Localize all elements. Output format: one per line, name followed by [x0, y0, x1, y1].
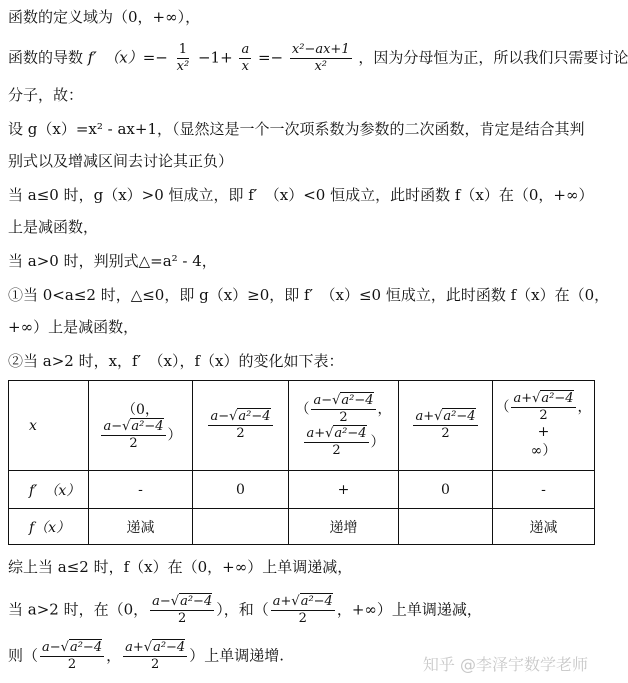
fraction: $\frac{\text{a+√a²−4}}{2}$: [513, 391, 574, 423]
derivative-line: [8, 42, 628, 75]
table-cell: [399, 509, 493, 545]
fraction: $\frac{\text{a−√a²−4}}{2}$: [103, 419, 164, 451]
text-line: 上是减函数，: [8, 218, 99, 236]
fraction: $\frac{\text{a+√a²−4}}{2}$: [415, 409, 476, 441]
table-row: [9, 509, 595, 545]
table-cell: [193, 509, 289, 545]
table-row: [9, 381, 595, 471]
fraction: $\frac{\text{x²−ax+1}}{\text{x²}}$: [291, 42, 350, 74]
text-line: +∞）上是减函数，: [8, 318, 139, 336]
table-cell: （ $\frac{\text{a+√a²−4}}{2}$ ，+ ∞）: [493, 381, 595, 471]
summary-line: 则（ $\frac{\text{a−√a²−4}}{2}$ ， $\frac{\text{a+√a²−4}}{2}$ ）上单调递增.: [8, 640, 284, 672]
math-segment: =−: [257, 48, 284, 67]
math-segment: f′ （x）=−: [87, 48, 168, 67]
text-line: 分子，故：: [8, 86, 84, 104]
table-row: [9, 471, 595, 509]
text-line: 别式以及增减区间去讨论其正负）: [8, 152, 234, 170]
table-cell: 0: [193, 471, 289, 509]
table-cell: 递减: [89, 509, 193, 545]
watermark: 知乎 @李泽宇数学老师: [422, 655, 588, 674]
summary-line: 当 a>2 时，在（0， $\frac{\text{a−√a²−4}}{2}$ ），和（ $\frac{\text{a+√a²−4}}{2}$ ，+∞）上单调递减，: [8, 594, 482, 626]
fraction: $\frac{a}{x}$: [241, 42, 250, 74]
text-line: 函数的定义域为（0，+∞），: [8, 8, 201, 26]
table-cell: 0: [399, 471, 493, 509]
table-cell: f′ （x）: [9, 471, 89, 509]
text-line: 当 a>0 时，判别式△=a² - 4，: [8, 252, 217, 270]
fraction: $\frac{\text{a−√a²−4}}{2}$: [210, 409, 271, 441]
table-cell: f（x）: [9, 509, 89, 545]
fraction: $\frac{1}{\text{x²}}$: [176, 42, 190, 74]
text-line: ①当 0<a≤2 时，△≤0，即 g（x）≥0，即 f′ （x）≤0 恒成立，此时函数 f（x）在（0，: [8, 286, 610, 304]
summary-line: 综上当 a≤2 时，f（x）在（0，+∞）上单调递减，: [8, 558, 353, 576]
fraction: $\frac{\text{a+√a²−4}}{2}$: [125, 640, 186, 672]
table-cell: （0， $\frac{\text{a−√a²−4}}{2}$ ）: [89, 381, 193, 471]
text-line: ②当 a>2 时，x，f′ （x），f（x）的变化如下表：: [8, 352, 344, 370]
text-segment: 函数的导数: [8, 48, 84, 67]
table-cell: [399, 381, 493, 471]
table-cell: 递减: [493, 509, 595, 545]
text-segment: ，因为分母恒为正，所以我们只需要讨论: [358, 48, 628, 67]
table-cell: [193, 381, 289, 471]
variation-table: [8, 380, 595, 545]
table-cell: 递增: [289, 509, 399, 545]
table-cell: +: [289, 471, 399, 509]
table-cell: -: [89, 471, 193, 509]
math-segment: −1+: [197, 48, 233, 67]
fraction: $\frac{\text{a−√a²−4}}{2}$: [152, 594, 213, 626]
fraction: $\frac{\text{a−√a²−4}}{2}$: [42, 640, 103, 672]
fraction: $\frac{\text{a+√a²−4}}{2}$: [272, 594, 333, 626]
text-line: 设 g（x）=x² - ax+1，（显然这是一个一次项系数为参数的二次函数，肯定是结合其判: [8, 120, 585, 138]
table-cell: （ $\frac{\text{a−√a²−4}}{2}$ ， $\frac{\text{a+√a²−4}}{2}$ ）: [289, 381, 399, 471]
table-cell: x: [9, 381, 89, 471]
text-line: 当 a≤0 时，g（x）>0 恒成立，即 f′ （x）<0 恒成立，此时函数 f（x）在（0，+∞）: [8, 186, 594, 204]
table-cell: -: [493, 471, 595, 509]
fraction: $\frac{\text{a+√a²−4}}{2}$: [306, 425, 367, 458]
fraction: $\frac{\text{a−√a²−4}}{2}$: [313, 392, 374, 425]
